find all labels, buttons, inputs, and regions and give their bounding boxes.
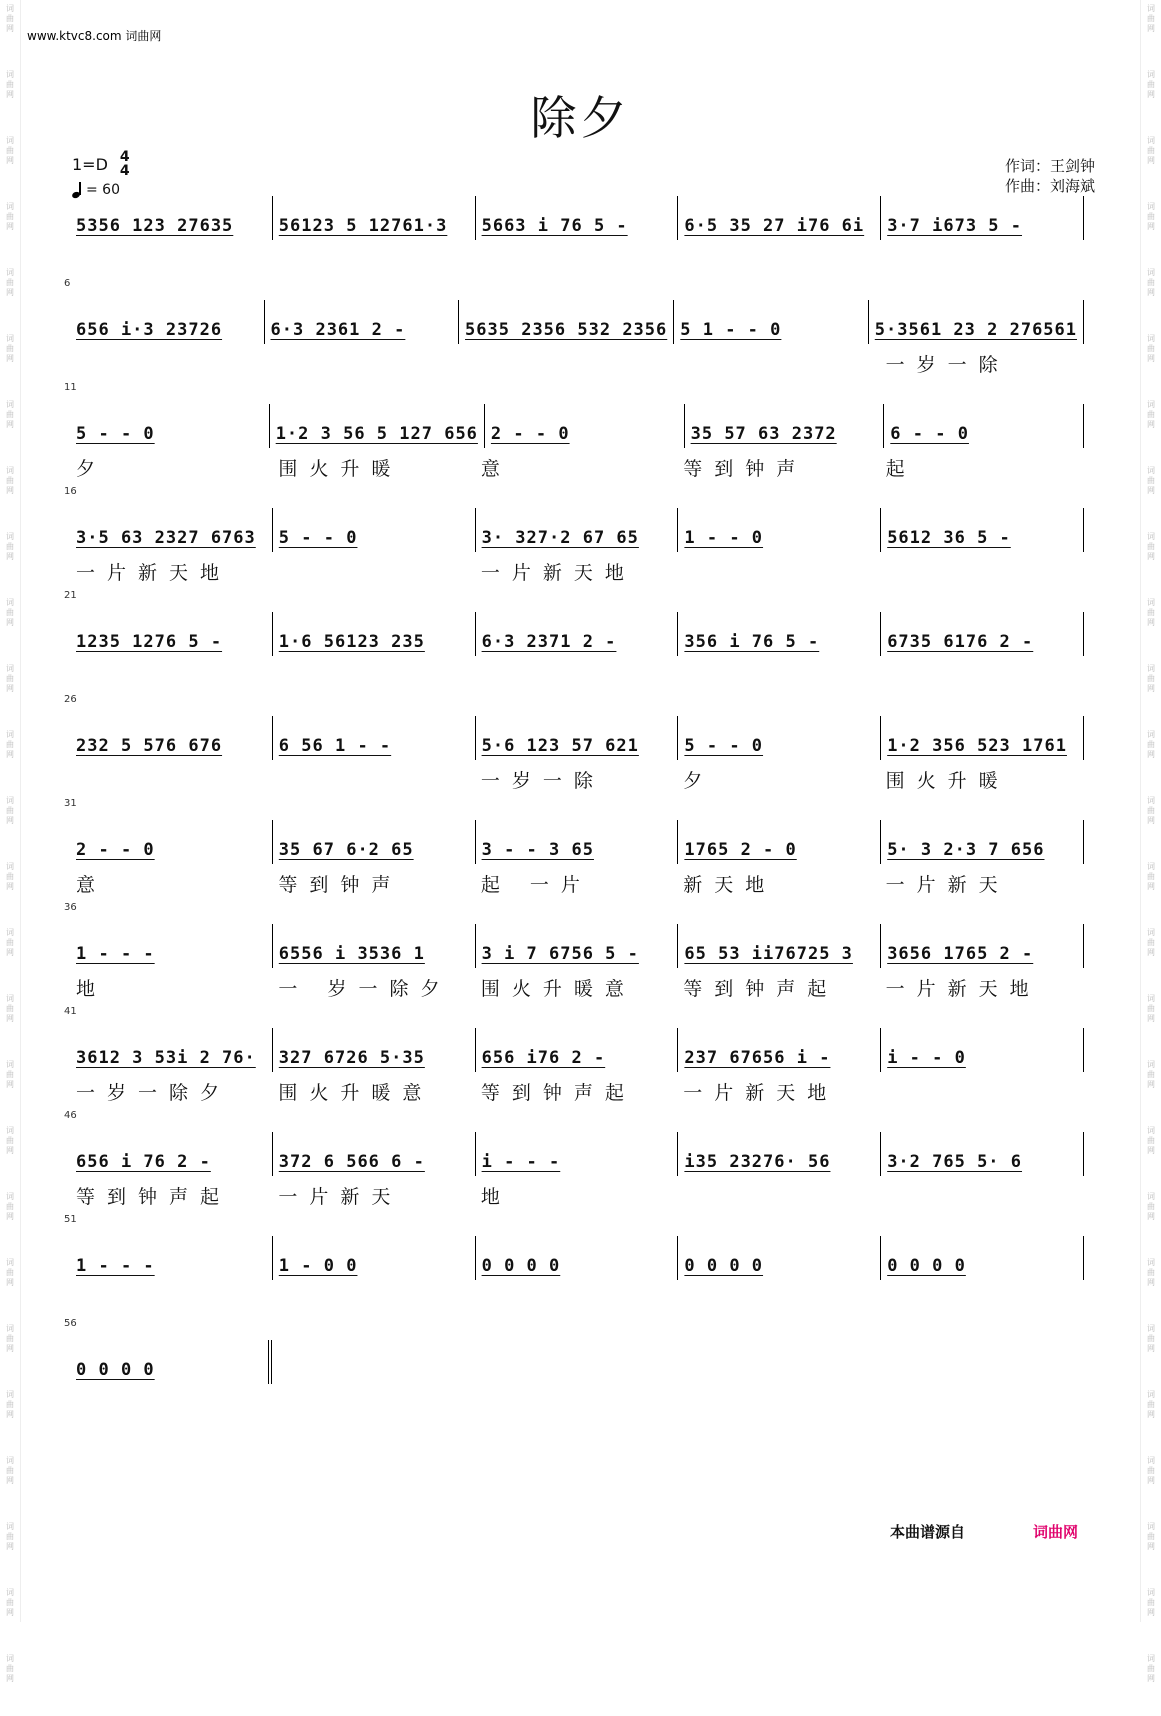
watermark-text: 词 曲 网 [1147, 1324, 1155, 1353]
score-system [64, 902, 1084, 1002]
measure [475, 1132, 678, 1176]
measure-notes: 1·6 56123 235 [278, 632, 425, 652]
measure-number: 56 [64, 1318, 77, 1329]
measure-notes: 6 56 1 - - [278, 736, 392, 756]
measure-notes: 3·7 i673 5 - [887, 216, 1023, 236]
measure-notes: i - - - [481, 1152, 561, 1172]
lyric-cell: 意 [480, 458, 512, 480]
time-sig-bottom: 4 [119, 163, 130, 179]
credits [1005, 156, 1095, 196]
measure-notes: 327 6726 5·35 [278, 1048, 425, 1068]
measure [677, 1028, 880, 1072]
watermark-text: 词 曲 网 [1147, 400, 1155, 429]
measure-notes: 5 - - 0 [76, 424, 155, 444]
measure-notes: 5635 2356 532 2356 [465, 320, 668, 340]
measure-notes: 3·2 765 5· 6 [887, 1152, 1023, 1172]
watermark-text: 词 曲 网 [6, 1390, 14, 1419]
measure-notes: 5·6 123 57 621 [481, 736, 639, 756]
measure [880, 508, 1084, 552]
watermark-text: 词 曲 网 [1147, 1126, 1155, 1155]
watermark-text: 词 曲 网 [6, 598, 14, 627]
measure-notes: 372 6 566 6 - [278, 1152, 425, 1172]
measure [880, 1236, 1084, 1280]
lyric-line [72, 766, 1084, 794]
lyric-cell [274, 766, 476, 794]
measure-notes: 0 0 0 0 [684, 1256, 764, 1276]
lyric-cell [274, 350, 476, 378]
notation-line [72, 300, 1084, 344]
measure [272, 1028, 475, 1072]
measure-number: 26 [64, 694, 77, 705]
measure-notes: 656 i76 2 - [481, 1048, 606, 1068]
watermark-text: 词 曲 网 [6, 268, 14, 297]
measure [880, 1132, 1084, 1176]
score-system [64, 590, 1084, 656]
measure-notes: 1 - - 0 [684, 528, 764, 548]
time-signature [120, 150, 130, 178]
measure-notes: 1 - - - [76, 944, 155, 964]
measure-notes: 3 - - 3 65 [481, 840, 594, 860]
measure-notes: 5 1 - - 0 [680, 320, 782, 340]
lyric-cell: 地 [76, 978, 108, 1000]
lyric-cell [679, 1182, 881, 1210]
measure [677, 508, 880, 552]
watermark-text: 词 曲 网 [1147, 598, 1155, 627]
measure-notes: 5· 3 2·3 7 656 [887, 840, 1045, 860]
lyric-cell: 夕 [76, 458, 108, 480]
watermark-text: 词 曲 网 [1147, 466, 1155, 495]
watermark-text: 词 曲 网 [6, 862, 14, 891]
measure [475, 508, 678, 552]
measure-notes: 6·3 2371 2 - [481, 632, 617, 652]
lyric-cell [882, 558, 1084, 586]
watermark-text: 词 曲 网 [1147, 70, 1155, 99]
notation-line [72, 1236, 1084, 1280]
watermark-text: 词 曲 网 [6, 1654, 14, 1683]
measure [72, 1340, 272, 1384]
score-system [64, 798, 1084, 898]
watermark-text: 词 曲 网 [6, 4, 14, 33]
watermark-text: 词 曲 网 [6, 334, 14, 363]
lyric-line [72, 454, 1084, 482]
measure-notes: 1 - 0 0 [278, 1256, 358, 1276]
measure-notes: 3· 327·2 67 65 [481, 528, 639, 548]
watermark-text: 词 曲 网 [6, 1258, 14, 1287]
lyric-cell: 等到钟声起 [480, 1082, 636, 1104]
measure [880, 716, 1084, 760]
lyric-cell: 围火升暖 [278, 458, 403, 480]
measure [475, 196, 678, 240]
measure-notes: 232 5 576 676 [76, 736, 223, 756]
lyric-cell: 等到钟声 [278, 874, 403, 896]
watermark-text: 词 曲 网 [6, 1126, 14, 1155]
watermark-text: 词 曲 网 [1147, 1654, 1155, 1683]
watermark-text: 词 曲 网 [1147, 1060, 1155, 1089]
measure-notes: 5·3561 23 2 276561 [874, 320, 1078, 340]
watermark-text: 词 曲 网 [1147, 1390, 1155, 1419]
lyric-cell: 一岁一除 [480, 770, 605, 792]
measure-notes: 3612 3 53i 2 76· [76, 1048, 256, 1068]
lyric-cell: 一岁一除夕 [76, 1082, 232, 1104]
lyric-cell: 一岁一除 [885, 354, 1010, 376]
lyric-cell: 一片新天地 [76, 562, 232, 584]
watermark-text: 词 曲 网 [1147, 4, 1155, 33]
notation-line [72, 1340, 272, 1384]
lyric-cell: 意 [76, 874, 108, 896]
watermark-text: 词 曲 网 [6, 730, 14, 759]
watermark-text: 词 曲 网 [6, 1324, 14, 1353]
score-system [64, 1006, 1084, 1106]
watermark-text: 词 曲 网 [1147, 664, 1155, 693]
notation-line [72, 924, 1084, 968]
measure-number: 41 [64, 1006, 77, 1017]
site-url[interactable]: www.ktvc8.com 词曲网 [27, 29, 162, 43]
measure [475, 612, 678, 656]
measure-notes: 35 67 6·2 65 [278, 840, 414, 860]
watermark-text: 词 曲 网 [1147, 1456, 1155, 1485]
notation-line [72, 716, 1084, 760]
measure [475, 1236, 678, 1280]
watermark-text: 词 曲 网 [6, 1456, 14, 1485]
measure-notes: 1·2 3 56 5 127 656 [275, 424, 478, 444]
measure-notes: i - - 0 [887, 1048, 966, 1068]
measure [880, 196, 1084, 240]
measure-notes: 5663 i 76 5 - [481, 216, 628, 236]
measure [677, 1132, 880, 1176]
watermark-text: 词 曲 网 [6, 1060, 14, 1089]
song-title: 除夕 [530, 91, 631, 145]
lyric-cell: 等到钟声起 [683, 978, 839, 1000]
measure [677, 924, 880, 968]
measure [484, 404, 684, 448]
measure-notes: 6·5 35 27 i76 6i [684, 216, 865, 236]
lyric-cell: 一片新天地 [683, 1082, 839, 1104]
key-label: 1=D [72, 154, 108, 174]
watermark-text: 词 曲 网 [1147, 730, 1155, 759]
measure [677, 716, 880, 760]
notation-line [72, 196, 1084, 240]
measure-number: 46 [64, 1110, 77, 1121]
watermark-text: 词 曲 网 [1147, 994, 1155, 1023]
footer-source-label: 本曲谱源自 [890, 1523, 966, 1541]
watermark-text: 词 曲 网 [6, 532, 14, 561]
lyric-cell: 一片新天地 [885, 978, 1041, 1000]
watermark-text: 词 曲 网 [6, 202, 14, 231]
measure-notes: 5 - - 0 [684, 736, 764, 756]
measure [868, 300, 1084, 344]
measure-number: 51 [64, 1214, 77, 1225]
measure [272, 820, 475, 864]
measure [673, 300, 868, 344]
lyric-line [72, 1182, 1084, 1210]
watermark-text: 词 曲 网 [1147, 862, 1155, 891]
measure [475, 820, 678, 864]
measure [72, 820, 272, 864]
notation-line [72, 508, 1084, 552]
notation-line [72, 1132, 1084, 1176]
lyric-cell: 夕 [683, 770, 715, 792]
lyric-cell: 围火升暖意 [480, 978, 636, 1000]
measure-notes: 0 0 0 0 [481, 1256, 561, 1276]
lyric-cell: 起 一片 [480, 874, 592, 896]
measure [880, 612, 1084, 656]
measure [880, 820, 1084, 864]
watermark-text: 词 曲 网 [1147, 136, 1155, 165]
notation-line [72, 404, 1084, 448]
measure [880, 1028, 1084, 1072]
watermark-text: 词 曲 网 [1147, 334, 1155, 363]
watermark-text: 词 曲 网 [6, 1588, 14, 1617]
measure-notes: 6·3 2361 2 - [270, 320, 406, 340]
lyric-cell: 地 [480, 1186, 512, 1208]
watermark-text: 词 曲 网 [1147, 796, 1155, 825]
lyric-line [72, 870, 1084, 898]
watermark-text: 词 曲 网 [6, 400, 14, 429]
lyric-cell: 起 [885, 458, 917, 480]
watermark-text: 词 曲 网 [6, 928, 14, 957]
watermark-text: 词 曲 网 [6, 994, 14, 1023]
right-watermark-strip [1140, 0, 1161, 1683]
lyric-cell [477, 350, 679, 378]
measure [677, 820, 880, 864]
lyric-cell [882, 1078, 1084, 1106]
watermark-text: 词 曲 网 [1147, 1258, 1155, 1287]
measure [475, 924, 678, 968]
measure-number: 16 [64, 486, 77, 497]
measure-notes: 1 - - - [76, 1256, 155, 1276]
lyric-line [72, 350, 1084, 378]
watermark-text: 词 曲 网 [1147, 1192, 1155, 1221]
watermark-text: 词 曲 网 [6, 1522, 14, 1551]
measure [72, 1028, 272, 1072]
measure-number: 31 [64, 798, 77, 809]
measure [72, 196, 272, 240]
watermark-text: 词 曲 网 [6, 1192, 14, 1221]
watermark-text: 词 曲 网 [1147, 1522, 1155, 1551]
watermark-text: 词 曲 网 [6, 466, 14, 495]
lyric-line [72, 558, 1084, 586]
watermark-text: 词 曲 网 [1147, 268, 1155, 297]
measure-notes: 1765 2 - 0 [684, 840, 797, 860]
measure-notes: 656 i 76 2 - [76, 1152, 211, 1172]
measure [475, 1028, 678, 1072]
notation-line [72, 612, 1084, 656]
score-system [64, 278, 1084, 378]
measure [272, 196, 475, 240]
measure-notes: 3656 1765 2 - [887, 944, 1034, 964]
measure-number: 21 [64, 590, 77, 601]
score-system [64, 1318, 1084, 1384]
lyric-cell [679, 558, 881, 586]
measure-notes: 237 67656 i - [684, 1048, 831, 1068]
key-signature [72, 150, 130, 178]
lyric-line [72, 974, 1084, 1002]
measure-notes: 356 i 76 5 - [684, 632, 820, 652]
measure-notes: 56123 5 12761·3 [278, 216, 448, 236]
measure-notes: 1235 1276 5 - [76, 632, 223, 652]
score-system [64, 1110, 1084, 1210]
measure-notes: 3 i 7 6756 5 - [481, 944, 639, 964]
composer: 作曲：刘海斌 [1004, 177, 1095, 195]
measure [72, 924, 272, 968]
measure-notes: 656 i·3 23726 [76, 320, 223, 340]
lyric-cell: 等到钟声起 [76, 1186, 232, 1208]
measure [677, 196, 880, 240]
measure [72, 300, 264, 344]
measure [72, 404, 269, 448]
lyric-cell: 一片新天 [885, 874, 1010, 896]
measure-number: 6 [64, 278, 71, 289]
score-system [64, 382, 1084, 482]
time-sig-top: 4 [119, 149, 130, 165]
lyric-cell: 一 岁一除夕 [278, 978, 452, 1000]
lyric-cell: 新天地 [683, 874, 777, 896]
measure [72, 612, 272, 656]
watermark-text: 词 曲 网 [1147, 1588, 1155, 1617]
measure-number: 36 [64, 902, 77, 913]
score-system [64, 1214, 1084, 1280]
score-system [64, 486, 1084, 586]
tempo-value: = 60 [86, 182, 120, 198]
measure-notes: 3·5 63 2327 6763 [76, 528, 256, 548]
measure [272, 612, 475, 656]
measure [264, 300, 459, 344]
watermark-text: 词 曲 网 [1147, 928, 1155, 957]
lyric-cell [274, 558, 476, 586]
watermark-text: 词 曲 网 [1147, 532, 1155, 561]
measure [883, 404, 1084, 448]
measure-notes: 5612 36 5 - [887, 528, 1011, 548]
lyric-cell: 一片新天 [278, 1186, 403, 1208]
left-watermark-strip [0, 0, 21, 1683]
measure-notes: 0 0 0 0 [76, 1360, 155, 1380]
measure [458, 300, 673, 344]
measure [677, 1236, 880, 1280]
notation-line [72, 1028, 1084, 1072]
measure-notes: 6 - - 0 [890, 424, 969, 444]
footer-brand-link[interactable]: 词曲网 [1033, 1523, 1079, 1541]
lyric-line [72, 1078, 1084, 1106]
measure-notes: 1·2 356 523 1761 [887, 736, 1067, 756]
measure [72, 508, 272, 552]
score-system [72, 196, 1084, 240]
measure-notes: 65 53 ii76725 3 [684, 944, 853, 964]
watermark-text: 词 曲 网 [6, 70, 14, 99]
watermark-text: 词 曲 网 [1147, 202, 1155, 231]
lyric-cell: 围火升暖 [885, 770, 1010, 792]
measure-number: 11 [64, 382, 77, 393]
lyric-cell: 一片新天地 [480, 562, 636, 584]
measure-notes: 6735 6176 2 - [887, 632, 1034, 652]
measure [684, 404, 884, 448]
measure-notes: 5356 123 27635 [76, 216, 234, 236]
measure-notes: 2 - - 0 [490, 424, 570, 444]
measure [269, 404, 484, 448]
lyric-cell [679, 350, 881, 378]
lyric-cell [72, 350, 274, 378]
measure-notes: 5 - - 0 [278, 528, 358, 548]
notation-line [72, 820, 1084, 864]
measure [72, 1132, 272, 1176]
measure-notes: 0 0 0 0 [887, 1256, 966, 1276]
measure [72, 1236, 272, 1280]
measure-notes: 6556 i 3536 1 [278, 944, 425, 964]
measure [272, 716, 475, 760]
lyric-cell: 围火升暖意 [278, 1082, 434, 1104]
score-system [64, 694, 1084, 794]
measure-notes: 35 57 63 2372 [690, 424, 837, 444]
lyricist: 作词：王剑钟 [1004, 157, 1095, 175]
measure [272, 1236, 475, 1280]
watermark-text: 词 曲 网 [6, 664, 14, 693]
measure [272, 508, 475, 552]
measure [272, 1132, 475, 1176]
lyric-cell [72, 766, 274, 794]
watermark-text: 词 曲 网 [6, 796, 14, 825]
measure [677, 612, 880, 656]
measure [475, 716, 678, 760]
lyric-cell [882, 1182, 1084, 1210]
measure-notes: 2 - - 0 [76, 840, 155, 860]
lyric-cell: 等到钟声 [683, 458, 808, 480]
measure [72, 716, 272, 760]
measure-notes: i35 23276· 56 [684, 1152, 831, 1172]
watermark-text: 词 曲 网 [6, 136, 14, 165]
measure [272, 924, 475, 968]
measure [880, 924, 1084, 968]
